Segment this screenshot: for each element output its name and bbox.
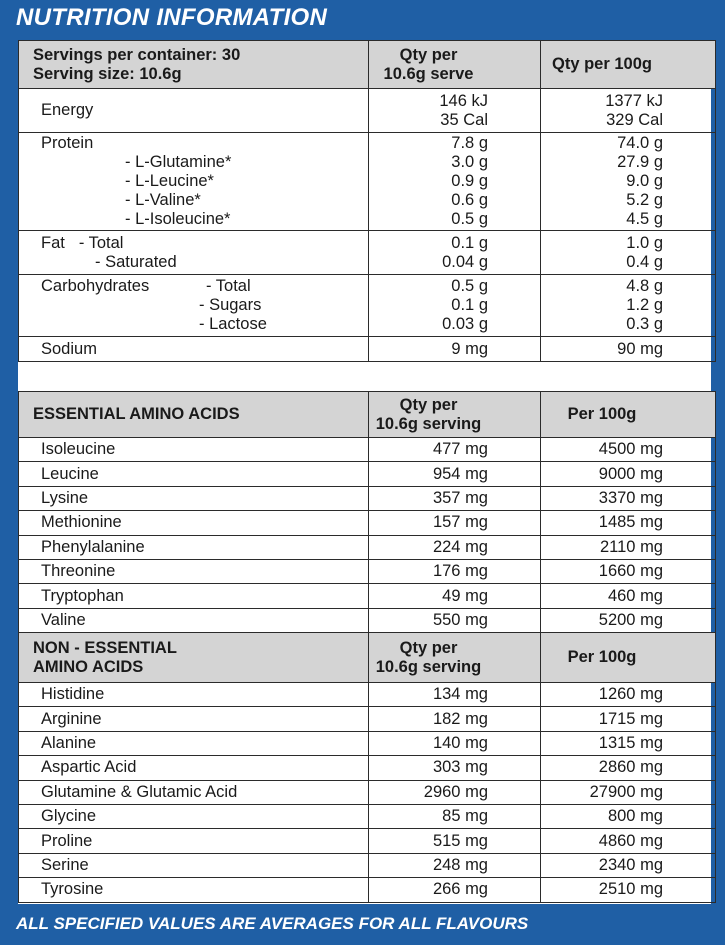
table-row — [19, 878, 716, 902]
protein-label-cell — [19, 133, 369, 231]
page-title: NUTRITION INFORMATION — [16, 4, 328, 31]
energy-label: Energy — [19, 89, 369, 133]
sodium-row — [19, 337, 716, 362]
fat-label-cell — [19, 231, 369, 275]
energy-kj-100: 1377 kJ — [605, 91, 663, 110]
isoleucine-label: - L-Isoleucine* — [125, 210, 231, 228]
servings-header-cell — [19, 41, 369, 89]
table-row — [19, 804, 716, 828]
carbs-sugars-label: - Sugars — [199, 296, 262, 314]
essential-amino-table — [18, 391, 716, 633]
protein-100: 74.0 g — [617, 134, 663, 152]
col-header-line: Qty per — [399, 45, 458, 64]
valine-serve: 0.6 g — [451, 191, 488, 209]
protein-100-cell — [541, 133, 716, 231]
protein-serve-cell — [369, 133, 541, 231]
nutrition-table — [18, 40, 716, 362]
amino-serve: 954 mg — [369, 462, 541, 486]
carbs-sugars-serve: 0.1 g — [451, 296, 488, 314]
isoleucine-100: 4.5 g — [626, 210, 663, 228]
amino-name: Aspartic Acid — [19, 756, 369, 780]
nonessential-header-line: AMINO ACIDS — [33, 657, 144, 676]
energy-kj-serve: 146 kJ — [439, 91, 488, 110]
amino-name: Histidine — [19, 683, 369, 707]
valine-100: 5.2 g — [626, 191, 663, 209]
amino-name: Isoleucine — [19, 438, 369, 462]
amino-per100: 27900 mg — [541, 780, 716, 804]
amino-per100: 3370 mg — [541, 486, 716, 510]
amino-per100: 4500 mg — [541, 438, 716, 462]
table-row — [19, 707, 716, 731]
footer-note: ALL SPECIFIED VALUES ARE AVERAGES FOR ALL FLAVOURS — [16, 914, 529, 933]
energy-cal-100: 329 Cal — [606, 110, 663, 129]
amino-serve: 477 mg — [369, 438, 541, 462]
leucine-100: 9.0 g — [626, 172, 663, 190]
carbs-lactose-serve: 0.03 g — [442, 315, 488, 333]
protein-label: Protein — [41, 134, 94, 152]
essential-per100-header: Per 100g — [541, 392, 716, 438]
energy-100-cell — [541, 89, 716, 133]
fat-saturated-label: - Saturated — [95, 252, 177, 271]
amino-serve: 2960 mg — [369, 780, 541, 804]
energy-cal-serve: 35 Cal — [440, 110, 488, 129]
glutamine-100: 27.9 g — [617, 153, 663, 171]
essential-qty-header — [369, 392, 541, 438]
amino-serve: 176 mg — [369, 559, 541, 583]
amino-name: Serine — [19, 853, 369, 877]
amino-serve: 357 mg — [369, 486, 541, 510]
serving-size: Serving size: 10.6g — [33, 64, 182, 83]
carbs-lactose-label: - Lactose — [199, 315, 267, 333]
amino-name: Leucine — [19, 462, 369, 486]
amino-per100: 2510 mg — [541, 878, 716, 902]
amino-name: Tryptophan — [19, 584, 369, 608]
table-row — [19, 438, 716, 462]
leucine-serve: 0.9 g — [451, 172, 488, 190]
carbs-serve-cell — [369, 275, 541, 337]
sodium-100: 90 mg — [541, 337, 716, 362]
amino-name: Arginine — [19, 707, 369, 731]
carbs-sugars-100: 1.2 g — [626, 296, 663, 314]
amino-serve: 515 mg — [369, 829, 541, 853]
protein-serve: 7.8 g — [451, 134, 488, 152]
table-row — [19, 584, 716, 608]
fat-serve-cell — [369, 231, 541, 275]
amino-per100: 800 mg — [541, 804, 716, 828]
carbs-total-100: 4.8 g — [626, 277, 663, 295]
sodium-label: Sodium — [19, 337, 369, 362]
col-header-line: Qty per — [399, 395, 458, 414]
table-row — [19, 486, 716, 510]
energy-serve-cell — [369, 89, 541, 133]
amino-name: Alanine — [19, 731, 369, 755]
servings-per-container: Servings per container: 30 — [33, 45, 241, 64]
carbs-label: Carbohydrates — [41, 277, 150, 295]
fat-label: Fat — [41, 233, 65, 252]
amino-per100: 1260 mg — [541, 683, 716, 707]
qty-per-serve-header — [369, 41, 541, 89]
essential-header-label: ESSENTIAL AMINO ACIDS — [19, 392, 369, 438]
amino-name: Lysine — [19, 486, 369, 510]
amino-per100: 5200 mg — [541, 608, 716, 632]
table-row — [19, 853, 716, 877]
amino-name: Valine — [19, 608, 369, 632]
nonessential-header-row — [19, 633, 716, 683]
qty-per-100g-header: Qty per 100g — [541, 41, 716, 89]
fat-total-label: - Total — [78, 233, 124, 252]
essential-header-row — [19, 392, 716, 438]
col-header-line: 10.6g serving — [375, 414, 482, 433]
amino-name: Glycine — [19, 804, 369, 828]
amino-per100: 460 mg — [541, 584, 716, 608]
col-header-line: 10.6g serve — [383, 64, 474, 83]
nutrition-header-row — [19, 41, 716, 89]
table-row — [19, 780, 716, 804]
amino-name: Threonine — [19, 559, 369, 583]
table-row — [19, 608, 716, 632]
amino-name: Methionine — [19, 511, 369, 535]
col-header-line: Qty per — [399, 638, 458, 657]
nutrition-panel — [16, 38, 713, 906]
valine-label: - L-Valine* — [125, 191, 201, 209]
nonessential-per100-header: Per 100g — [541, 633, 716, 683]
amino-serve: 85 mg — [369, 804, 541, 828]
table-row — [19, 511, 716, 535]
fat-row — [19, 231, 716, 275]
amino-per100: 2340 mg — [541, 853, 716, 877]
fat-total-serve: 0.1 g — [451, 233, 488, 252]
protein-row — [19, 133, 716, 231]
amino-serve: 550 mg — [369, 608, 541, 632]
carbohydrates-row — [19, 275, 716, 337]
energy-row — [19, 89, 716, 133]
amino-serve: 157 mg — [369, 511, 541, 535]
amino-serve: 224 mg — [369, 535, 541, 559]
amino-serve: 248 mg — [369, 853, 541, 877]
amino-serve: 134 mg — [369, 683, 541, 707]
amino-name: Glutamine & Glutamic Acid — [19, 780, 369, 804]
amino-serve: 266 mg — [369, 878, 541, 902]
table-row — [19, 559, 716, 583]
glutamine-label: - L-Glutamine* — [125, 153, 232, 171]
amino-per100: 1315 mg — [541, 731, 716, 755]
fat-saturated-serve: 0.04 g — [442, 252, 488, 271]
carbs-total-label: - Total — [206, 277, 251, 295]
amino-per100: 2860 mg — [541, 756, 716, 780]
fat-saturated-100: 0.4 g — [626, 252, 663, 271]
col-header-line: 10.6g serving — [375, 657, 482, 676]
amino-name: Phenylalanine — [19, 535, 369, 559]
amino-serve: 140 mg — [369, 731, 541, 755]
amino-per100: 1485 mg — [541, 511, 716, 535]
amino-per100: 1660 mg — [541, 559, 716, 583]
table-row — [19, 462, 716, 486]
nonessential-qty-header — [369, 633, 541, 683]
carbs-lactose-100: 0.3 g — [626, 315, 663, 333]
carbs-total-serve: 0.5 g — [451, 277, 488, 295]
amino-per100: 4860 mg — [541, 829, 716, 853]
amino-serve: 49 mg — [369, 584, 541, 608]
leucine-label: - L-Leucine* — [125, 172, 214, 190]
carbs-100-cell — [541, 275, 716, 337]
carbs-label-cell — [19, 275, 369, 337]
amino-serve: 303 mg — [369, 756, 541, 780]
table-row — [19, 683, 716, 707]
table-row — [19, 756, 716, 780]
amino-serve: 182 mg — [369, 707, 541, 731]
table-row — [19, 829, 716, 853]
fat-100-cell — [541, 231, 716, 275]
nonessential-amino-table — [18, 632, 716, 903]
amino-per100: 9000 mg — [541, 462, 716, 486]
amino-per100: 1715 mg — [541, 707, 716, 731]
amino-name: Proline — [19, 829, 369, 853]
glutamine-serve: 3.0 g — [451, 153, 488, 171]
sodium-serve: 9 mg — [369, 337, 541, 362]
table-row — [19, 731, 716, 755]
fat-total-100: 1.0 g — [626, 233, 663, 252]
amino-name: Tyrosine — [19, 878, 369, 902]
amino-per100: 2110 mg — [541, 535, 716, 559]
isoleucine-serve: 0.5 g — [451, 210, 488, 228]
nonessential-header-line: NON - ESSENTIAL — [33, 638, 177, 657]
table-row — [19, 535, 716, 559]
nonessential-header-label — [19, 633, 369, 683]
